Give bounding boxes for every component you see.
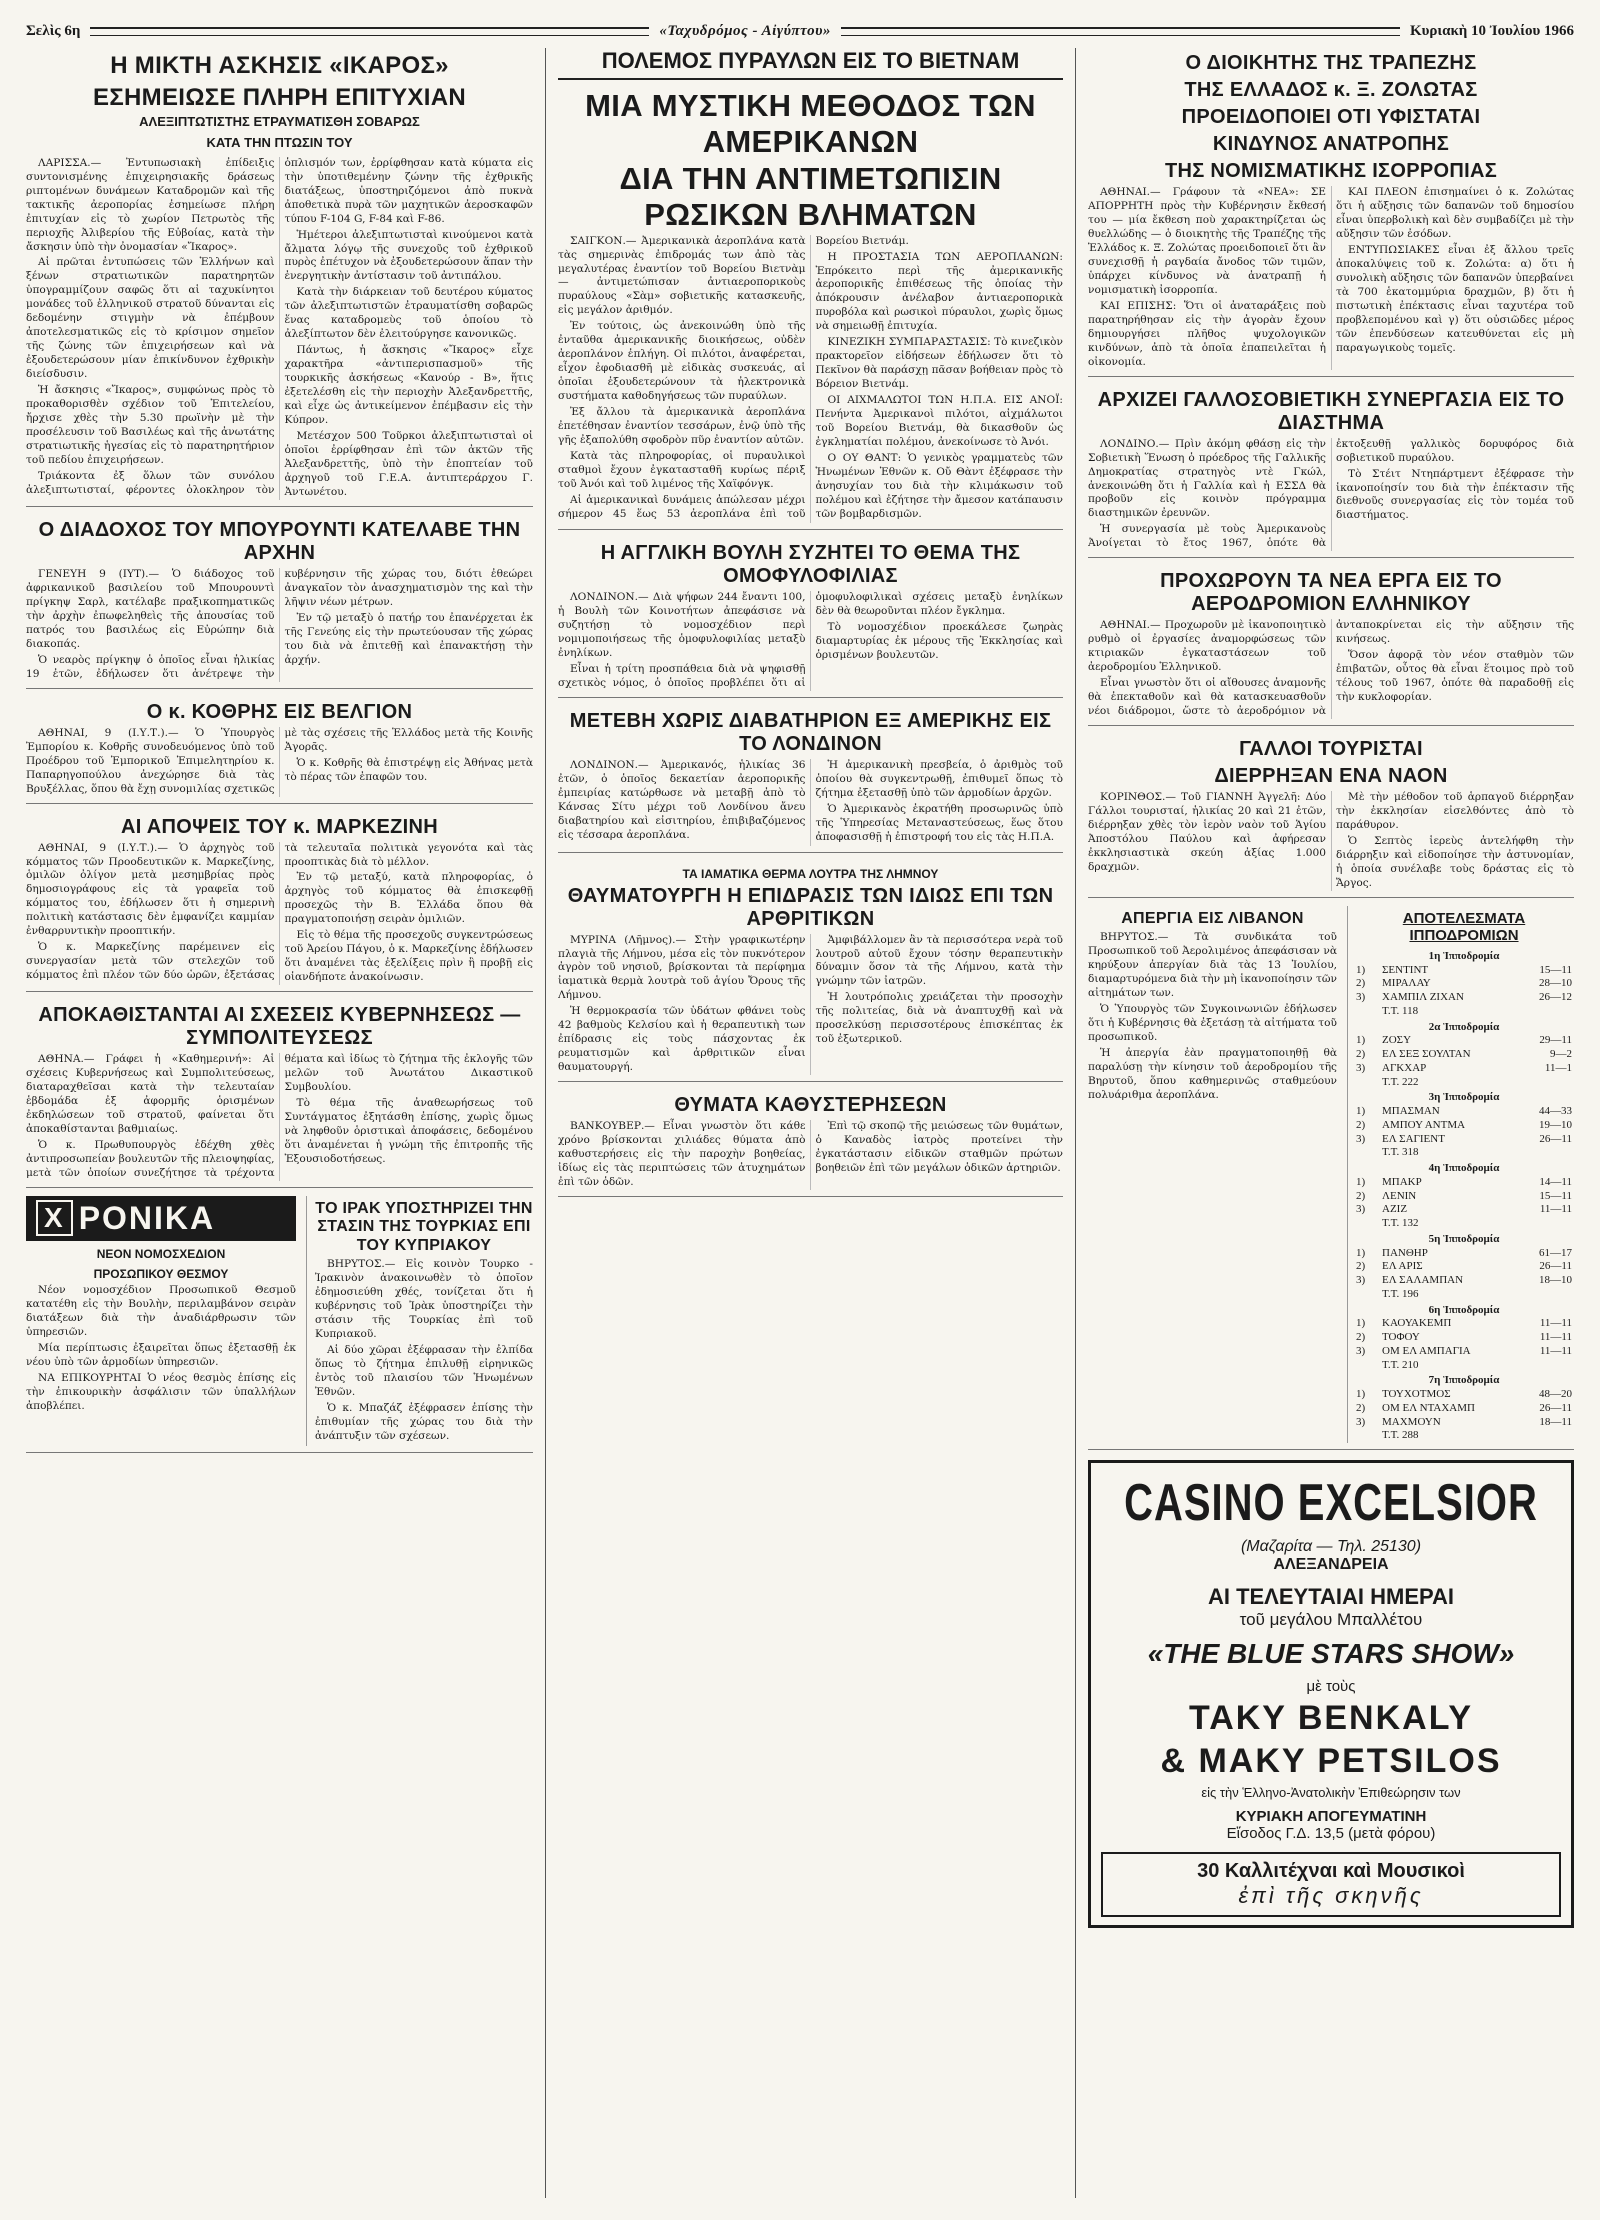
result-horse: Τ.Τ. 196 — [1382, 1287, 1419, 1300]
paragraph: ΛΟΝΔΙΝΟΝ.— Ἀμερικανός, ἡλικίας 36 ἐτῶν, ὁ ὁποῖος δεκαετίαν ἀεροπορικῆς ἐμπειρίας κατώρθωσε νὰ μεταβῇ ἀπὸ τὸ Κάνσας Σίτυ μέχρι τοῦ Λονδίνου ἄνευ διαβατηρίου καὶ εἰσιτηρίου, ἐπιβιβαζόμενος εἰς τέσσαρα ἀεροπλάνα. — [558, 758, 806, 841]
paragraph: ΒΗΡΥΤΟΣ.— Εἰς κοινὸν Τουρκο - Ἰρακινὸν ἀνακοινωθὲν τὸ ὁποῖον ἐδημοσιεύθη χθές, τονίζεται ὅτι ἡ κυβέρνησις τοῦ Ἰρὰκ ὑποστηρίζει τὴν στάσιν τῆς Τουρκίας ἐπὶ τοῦ Κυπριακοῦ. — [315, 1258, 533, 1340]
article-body — [26, 727, 533, 797]
paragraph: ΑΘΗΝΑΙ, 9 (Ι.Υ.Τ.).— Ὁ ἀρχηγὸς τοῦ κόμματος τῶν Προοδευτικῶν κ. Μαρκεζίνης, ὁμιλῶν ὀλίγον μετὰ μεσημβρίας πρὸς δημοσιογράφους εἰς τὰ γραφεῖα τοῦ κόμματος του, ἐδήλωσεν ὅτι ἡ σημερινὴ πολιτικὴ κατάστασις δὲν ἐμφανίζει καμμίαν ἐνθαρρυντικὴν προοπτικήν. — [26, 841, 275, 938]
race-label: 4η Ἱπποδρομία — [1428, 1162, 1500, 1175]
race-label-row — [1354, 1231, 1574, 1247]
result-odds — [1510, 1429, 1574, 1443]
result-odds — [1510, 1217, 1574, 1231]
headline: Ο κ. ΚΟΘΡΗΣ ΕΙΣ ΒΕΛΓΙΟΝ — [146, 700, 413, 723]
result-odds — [1510, 1005, 1574, 1019]
result-horse: Τ.Τ. 132 — [1382, 1217, 1419, 1230]
result-row — [1354, 1274, 1574, 1288]
result-row — [1354, 1190, 1574, 1204]
result-horse: ΜΑΧΜΟΥΝ — [1382, 1415, 1441, 1428]
headline: ΔΙΑ ΤΗΝ ΑΝΤΙΜΕΤΩΠΙΣΙΝ ΡΩΣΙΚΩΝ ΒΛΗΜΑΤΩΝ — [619, 161, 1002, 232]
article-space-cooperation — [1088, 385, 1574, 559]
paragraph: Μετέσχον 500 Τοῦρκοι ἀλεξιπτωτισταὶ οἱ ὁποῖοι ἐρρίφθησαν ἐπὶ τῶν ἀκτῶν τῆς Ἀλεξανδρεττῆς, ὑπὸ τὴν ἐποπτείαν τοῦ ἀρχηγοῦ τοῦ Γ.Ε.Α. ἀντιπτεράρχου Γ. Ἀντωνέτου. — [284, 430, 533, 498]
paragraph: ΑΘΗΝΑΙ, 9 (Ι.Υ.Τ.).— Ὁ Ὑπουργὸς Ἐμπορίου κ. Κοθρῆς συνοδευόμενος ὑπὸ τοῦ Προέδρου τοῦ Ἐμπορικοῦ Ἐπιμελητηρίου κ. Παπαρηγοπούλου ἀνεχώρησε διὰ τὰς Βρυξέλλας, ὅπου θὰ ἔχῃ συνομιλίας σχετικῶς μὲ τὰς σχέσεις τῆς Ἑλλάδος μετὰ τῆς Κοινῆς Ἀγορᾶς. — [26, 726, 533, 795]
ad-performer-2: & MAKY PETSILOS — [1160, 1742, 1502, 1781]
result-row — [1354, 1146, 1574, 1160]
race-label-row — [1354, 1019, 1574, 1035]
subheadline: ΝΕΟΝ ΝΟΜΟΣΧΕΔΙΟΝ — [96, 1246, 226, 1261]
headline: ΜΙΑ ΜΥΣΤΙΚΗ ΜΕΘΟΔΟΣ ΤΩΝ ΑΜΕΡΙΚΑΝΩΝ — [585, 88, 1036, 159]
article-body — [558, 934, 1063, 1076]
headline: ΘΑΥΜΑΤΟΥΡΓΗ Η ΕΠΙΔΡΑΣΙΣ ΤΩΝ ΙΔΙΩΣ ΕΠΙ ΤΩΝ ΑΡΘΡΙΤΙΚΩΝ — [567, 884, 1054, 930]
race-results — [1347, 906, 1574, 1443]
result-horse: ΕΛ ΣΑΓΙΕΝΤ — [1382, 1132, 1445, 1145]
result-row — [1354, 1133, 1574, 1147]
article-ikaros — [26, 48, 533, 507]
result-position: 2) — [1356, 977, 1366, 990]
result-horse: ΧΑΜΠΙΛ ΖΙΧΑΝ — [1382, 991, 1464, 1004]
paragraph: Ἐν τούτοις, ὡς ἀνεκοινώθη ὑπὸ τῆς ἐνταῦθα ἀμερικανικῆς διοικήσεως, οὐδὲν ἀεροπλάνον ἐπλήγη. Οἱ πιλότοι, ἀναφέρεται, εἶχον ἐφοδιασθῆ μὲ εἰδικὰς συσκευάς, αἱ ὁποῖαι ἐξουδετερώνουν τὰ ἠλεκτρονικὰ συστήματα καθοδηγήσεως τῶν πυραύλων. — [558, 320, 806, 403]
result-odds: 14—11 — [1539, 1175, 1572, 1188]
article-lemnos-baths — [558, 861, 1063, 1083]
paragraph: ΛΟΝΔΙΝΟ.— Πρὶν ἀκόμη φθάσῃ εἰς τὴν Σοβιετικὴ Ἕνωση ὁ πρόεδρος τῆς Γαλλικῆς Δημοκρατίας στρατηγὸς ντὲ Γκώλ, ἀνεκοινώθη ὅτι ἡ Γαλλία καὶ ἡ ΕΣΣΔ θὰ προβοῦν εἰς κοινὸν πρόγραμμα διαστημικῶν ἐρευνῶν. — [1088, 437, 1326, 520]
result-horse: Τ.Τ. 210 — [1382, 1358, 1419, 1371]
headline: Η ΜΙΚΤΗ ΑΣΚΗΣΙΣ «ΙΚΑΡΟΣ» — [110, 52, 449, 79]
ad-casino-name: CASINO EXCELSIOR — [1124, 1474, 1538, 1532]
headline: ΔΙΕΡΡΗΞΑΝ ΕΝΑ ΝΑΟΝ — [1214, 765, 1448, 788]
paragraph: Μὲ τὴν μέθοδον τοῦ ἁρπαγοῦ διέρρηξαν τὴν ἐκκλησίαν εἰσελθόντες ἀπὸ τὸ παράθυρον. — [1336, 791, 1574, 832]
article-kothris — [26, 697, 533, 804]
paragraph: Ὁ κ. Πρωθυπουργὸς ἐδέχθη χθὲς ἀντιπροσωπείαν βουλευτῶν τῆς πλειοψηφίας, μετὰ τῶν ὁποίων συνεζήτησε τὰ τρέχοντα θέματα καὶ ἰδίως τὸ ζήτημα τῆς ἐκλογῆς τῶν μελῶν τοῦ Ἀνωτάτου Δικαστικοῦ Συμβουλίου. — [26, 1053, 533, 1179]
paragraph: Τὸ θέμα τῆς ἀναθεωρήσεως τοῦ Συντάγματος ἐξητάσθη ἐπίσης, χωρὶς ὅμως νὰ ληφθοῦν ὁριστικαὶ ἀποφάσεις, δεδομένου ὅτι ἀναμένεται ἡ γνώμη τῆς ἐπιτροπῆς τῆς Ἐξουσιοδοτήσεως. — [284, 1097, 533, 1165]
result-odds: 15—11 — [1539, 963, 1572, 976]
paragraph: Πάντως, ἡ ἄσκησις «Ἴκαρος» εἶχε χαρακτῆρα «ἀντιπερισπασμοῦ» τῆς τουρκικῆς ἀσκήσεως «Κανούρ - Β», ἥτις ἐξετελέσθη εἰς τὴν περιοχὴν Ἀλεξανδρεττῆς, καὶ εἶχε ὡς ἀντικείμενον ἐπέμβασιν εἰς τὴν Κύπρον. — [284, 344, 533, 427]
result-odds: 11—11 — [1539, 1331, 1572, 1344]
headline: ΑΡΧΙΖΕΙ ΓΑΛΛΟΣΟΒΙΕΤΙΚΗ ΣΥΝΕΡΓΑΣΙΑ ΕΙΣ ΤΟ ΔΙΑΣΤΗΜΑ — [1097, 388, 1565, 434]
paragraph: ΒΗΡΥΤΟΣ.— Τὰ συνδικάτα τοῦ Προσωπικοῦ τοῦ Ἀερολιμένος ἀπεφάσισαν νὰ κηρύξουν ἀπεργίαν διὰ τὰς 13 Ἰουλίου, διαμαρτυρόμενα διὰ τὴν μὴ ἱκανοποίησιν τῶν αἰτημάτων των. — [1088, 931, 1337, 1000]
result-row — [1354, 1105, 1574, 1119]
result-row — [1354, 1416, 1574, 1430]
result-row — [1354, 1260, 1574, 1274]
headline: ΠΡΟΧΩΡΟΥΝ ΤΑ ΝΕΑ ΕΡΓΑ ΕΙΣ ΤΟ ΑΕΡΟΔΡΟΜΙΟΝ ΕΛΛΗΝΙΚΟΥ — [1160, 570, 1502, 616]
result-odds: 26—11 — [1539, 1260, 1572, 1273]
lebanon-and-results — [1088, 906, 1574, 1450]
headline: ΑΠΟΚΑΘΙΣΤΑΝΤΑΙ ΑΙ ΣΧΕΣΕΙΣ ΚΥΒΕΡΝΗΣΕΩΣ — ΣΥΜΠΟΛΙΤΕΥΣΕΩΣ — [38, 1004, 521, 1050]
article-body — [558, 1120, 1063, 1190]
article-passport — [558, 706, 1063, 853]
ad-sunday: ΚΥΡΙΑΚΗ ΑΠΟΓΕΥΜΑΤΙΝΗ — [1235, 1808, 1427, 1826]
result-position: 3) — [1356, 1415, 1366, 1428]
masthead — [26, 14, 1574, 48]
result-position: 1) — [1356, 1034, 1366, 1047]
result-position: 1) — [1356, 1175, 1366, 1188]
result-odds: 19—10 — [1539, 1118, 1572, 1131]
result-position: 2) — [1356, 1048, 1366, 1061]
casino-advertisement — [1088, 1460, 1574, 1928]
result-row — [1354, 1429, 1574, 1443]
paragraph: Ὁ Ἀμερικανὸς ἐκρατήθη προσωρινῶς ὑπὸ τῆς Ὑπηρεσίας Μεταναστεύσεως, ἕως ὅτου ἀποφασισθῇ ἡ ἐπιστροφή του εἰς τὰς Η.Π.Α. — [815, 802, 1063, 843]
paragraph: ΚΑΙ ΕΠΙΣΗΣ: Ὅτι οἱ ἀναταράξεις ποὺ παρατηρήθησαν εἰς τὴν ἀγορὰν ἔχουν δημιουργήσει πλῆθος ψυχολογικῶν κινδύνων, ἀπὸ τὰ ὁποῖα ἐπαπειλεῖται ἡ οἰκονομία. — [1088, 299, 1326, 368]
paragraph: Ὁ κ. Μαρκεζίνης παρέμεινεν εἰς συνεργασίαν μετὰ τῶν στελεχῶν τοῦ κόμματος ἐπὶ πλέον τῶν δύο ὡρῶν, ἐξετάσας τὰ τελευταῖα πολιτικὰ γεγονότα καὶ τὰς προοπτικὰς διὰ τὸ μέλλον. — [26, 841, 533, 982]
article-homosexuality-bill — [558, 538, 1063, 698]
result-row — [1354, 1203, 1574, 1217]
left-column — [26, 48, 546, 2198]
result-horse: ΠΑΝΘΗΡ — [1382, 1246, 1428, 1259]
result-position: 2) — [1356, 1331, 1366, 1344]
headline: ΠΡΟΕΙΔΟΠΟΙΕΙ ΟΤΙ ΥΦΙΣΤΑΤΑΙ — [1181, 106, 1481, 128]
article-body — [1088, 619, 1574, 719]
paragraph: Ἡμέτεροι ἀλεξιπτωτισταὶ κινούμενοι κατὰ ἄλματα λόγῳ τῆς συνεχοῦς τοῦ ἐχθρικοῦ πυρὸς ἐπέτυχον νὰ ἐξουδετερώσουν ἅπαν τὴν ἐνεργητικὴν ἀντίστασιν τοῦ ἀντιπάλου. — [284, 228, 533, 283]
result-odds: 18—11 — [1539, 1415, 1572, 1428]
result-horse: ΟΜ ΕΛ ΝΤΑΧΑΜΠ — [1382, 1401, 1475, 1414]
paragraph: Ἡ ἀμερικανικὴ πρεσβεία, ὁ ἀριθμὸς τοῦ ὁποίου θὰ συγκεντρωθῇ, ἐπιθυμεῖ ὅπως τὸ ζήτημα ἐξετασθῇ ὑπὸ τῶν ἁρμοδίων ἀρχῶν. — [815, 758, 1063, 799]
result-position: 3) — [1356, 1203, 1366, 1216]
result-row — [1354, 1034, 1574, 1048]
result-position: 1) — [1356, 963, 1366, 976]
article-body — [26, 568, 533, 682]
result-row — [1354, 964, 1574, 978]
paragraph: Ἡ ἄσκησις «Ἴκαρος», συμφώνως πρὸς τὸ προκαθορισθὲν σχέδιον τοῦ Ἐπιτελείου, ἤρχισε χθὲς τὴν 5.30 πρωϊνὴν μὲ τὴν προσέλευσιν τοῦ Βασιλέως καὶ τῆς ἀνωτάτης στρατιωτικῆς ἡγεσίας εἰς τὸ παρατηρητήριον τοῦ πεδίου ἐπιχειρήσεων. — [26, 384, 275, 467]
chronika-logo-text: ΡΟΝΙΚΑ — [78, 1199, 216, 1236]
ad-artists: 30 Καλλιτέχναι καὶ Μουσικοὶ — [1197, 1860, 1465, 1883]
result-horse: ΖΟΣΥ — [1382, 1034, 1412, 1047]
result-horse: ΕΛ ΑΡΙΣ — [1382, 1260, 1423, 1273]
headline: ΤΗΣ ΕΛΛΑΔΟΣ κ. Ξ. ΖΟΛΩΤΑΣ — [1184, 79, 1478, 101]
paragraph: Εἶναι γνωστὸν ὅτι οἱ αἴθουσες ἀναμονῆς θὰ ἐπεκταθοῦν καὶ θὰ κατασκευασθοῦν νέοι διάδρομοι, ὥστε τὸ ἀεροδρόμιον νὰ ἀνταποκρίνεται εἰς τὴν αὔξησιν τῆς κινήσεως. — [1088, 619, 1574, 718]
article-iraq — [306, 1196, 533, 1446]
result-horse: ΤΟΥΧΟΤΜΟΣ — [1382, 1388, 1451, 1401]
article-bourguiba — [26, 515, 533, 689]
paragraph: Αἱ ἀμερικανικαὶ δυνάμεις ἀπώλεσαν μέχρι σήμερον 45 ἕως 53 ἀεροπλάνα ἐπὶ τοῦ Βορείου Βιετνάμ. — [558, 234, 909, 520]
paragraph: ΑΘΗΝΑΙ.— Προχωροῦν μὲ ἱκανοποιητικὸ ρυθμὸ οἱ ἐργασίες ἀναμορφώσεως τῶν κτιριακῶν ἐγκαταστάσεων τοῦ ἀεροδρομίου Ἑλληνικοῦ. — [1088, 619, 1326, 674]
result-horse: Τ.Τ. 288 — [1382, 1429, 1419, 1442]
result-position: 3) — [1356, 1132, 1366, 1145]
article-body — [26, 1053, 533, 1181]
paragraph: ΟΙ ΑΙΧΜΑΛΩΤΟΙ ΤΩΝ Η.Π.Α. ΕΙΣ ΑΝΟΪ: Πενήντα Ἀμερικανοὶ πιλότοι, αἰχμάλωτοι τοῦ Βορείου Βιετνάμ, θὰ δικασθοῦν ὡς ἐγκληματίαι πολέμου, ἀνεκοίνωσε τὸ Ἀνόι. — [815, 394, 1063, 449]
result-horse: Τ.Τ. 318 — [1382, 1146, 1419, 1159]
result-horse: ΟΜ ΕΛ ΑΜΠΑΓΙΑ — [1382, 1344, 1471, 1357]
result-odds — [1510, 1146, 1574, 1160]
paragraph: Αἱ πρῶται ἐντυπώσεις τῶν Ἑλλήνων καὶ ξένων στρατιωτικῶν παρατηρητῶν ὑπογραμμίζουν σαφῶς ὅτι αἱ ταχυκίνητοι μονάδες τοῦ ἑλληνικοῦ στρατοῦ δύνανται εἰς δεδομένην στιγμὴν νὰ ἐπέμβουν ἀποτελεσματικῶς εἰς τὸ κρίσιμον σημεῖον τῆς ζώνης τῶν ἐπιχειρήσεων καὶ νὰ ἐξουδετερώσουν μίαν ἐπικίνδυνον ἐχθρικὴν διείσδυσιν. — [26, 256, 275, 381]
headline: ΓΑΛΛΟΙ ΤΟΥΡΙΣΤΑΙ — [1239, 738, 1423, 761]
chronika-section — [26, 1196, 533, 1453]
result-position: 1) — [1356, 1105, 1366, 1118]
result-row — [1354, 1005, 1574, 1019]
result-position: 3) — [1356, 1061, 1366, 1074]
result-horse: ΑΓΚΧΑΡ — [1382, 1061, 1427, 1074]
headline: ΚΙΝΔΥΝΟΣ ΑΝΑΤΡΟΠΗΣ — [1212, 133, 1450, 155]
headline: ΑΙ ΑΠΟΨΕΙΣ ΤΟΥ κ. ΜΑΡΚΕΖΙΝΗ — [121, 815, 438, 838]
ad-line-ballet: τοῦ μεγάλου Μπαλλέτου — [1239, 1610, 1423, 1630]
paragraph: Κατὰ τὴν διάρκειαν τοῦ δευτέρου κύματος τῶν ἀλεξιπτωτιστῶν ἐτραυματίσθη σοβαρῶς ἕνας καταδρομεὺς τοῦ ὁποίου τὸ ἀλεξίπτωτον δὲν ἐλειτούργησε κανονικῶς. — [284, 286, 533, 341]
paragraph: Ὁ Σεπτὸς ἱερεὺς ἀντελήφθη τὴν διάρρηξιν καὶ εἰδοποίησε τὴν ἀστυνομίαν, ἡ ὁποία συνέλαβε τοὺς δράστας εἰς τὸ Ἄργος. — [1336, 835, 1574, 889]
race-label-row — [1354, 1160, 1574, 1176]
page-number: Σελὶς 6η — [26, 22, 81, 39]
result-row — [1354, 977, 1574, 991]
article-vietnam — [558, 86, 1063, 530]
result-position: 1) — [1356, 1246, 1366, 1259]
headline: Ο ΔΙΑΔΟΧΟΣ ΤΟΥ ΜΠΟΥΡΟΥΝΤΙ ΚΑΤΕΛΑΒΕ ΤΗΝ ΑΡΧΗΝ — [38, 518, 521, 564]
paragraph: Τὸ νομοσχέδιον προεκάλεσε ζωηρὰς διαμαρτυρίας ἐκ μέρους τῆς Ἐκκλησίας καὶ ὁρισμένων βουλευτῶν. — [815, 620, 1063, 661]
race-label: 6η Ἱπποδρομία — [1428, 1303, 1500, 1316]
paragraph: Εἰς τὸ θέμα τῆς προσεχοῦς συγκεντρώσεως τοῦ Ἀρείου Πάγου, ὁ κ. Μαρκεζίνης ἐδήλωσεν ὅτι ἀναμένει τὰς ἐξελίξεις πρὶν ἢ προβῇ εἰς οἱανδήποτε ἀνακοίνωσιν. — [284, 929, 533, 984]
article-relations — [26, 1000, 533, 1188]
result-horse: Τ.Τ. 118 — [1382, 1004, 1419, 1017]
result-row — [1354, 1176, 1574, 1190]
race-label: 1η Ἱπποδρομία — [1428, 949, 1500, 962]
result-position — [1354, 1005, 1380, 1019]
race-label: 2α Ἱπποδρομία — [1428, 1020, 1500, 1033]
headline: ΤΟ ΙΡΑΚ ΥΠΟΣΤΗΡΙΖΕΙ ΤΗΝ ΣΤΑΣΙΝ ΤΗΣ ΤΟΥΡΚΙΑΣ ΕΠΙ ΤΟΥ ΚΥΠΡΙΑΚΟΥ — [315, 1199, 533, 1254]
article-body — [315, 1258, 533, 1444]
paragraph: ΚΑΙ ΠΛΕΟΝ ἐπισημαίνει ὁ κ. Ζολώτας ὅτι ἡ αὔξησις τῶν δαπανῶν τοῦ δημοσίου εἶναι ὑπερβολικὴ καὶ δὲν συμβαδίζει μὲ τὴν αὔξησιν τῶν ἐσόδων. — [1336, 186, 1574, 240]
result-row — [1354, 1119, 1574, 1133]
paragraph: ΓΕΝΕΥΗ 9 (ΙΥΤ).— Ὁ διάδοχος τοῦ ἀφρικανικοῦ βασιλείου τοῦ Μπουρουντὶ πρίγκηψ Σαρλ, κατέλαβε πραξικοπηματικῶς τὴν ἀρχὴν ἐπωφεληθεὶς τῆς ἀπουσίας τοῦ πατρός του βασιλέως εἰς Εὐρώπην διὰ διακοπάς. — [26, 567, 275, 650]
race-label: 7η Ἱπποδρομία — [1428, 1374, 1500, 1387]
article-body — [26, 842, 533, 986]
ad-boxed-note — [1101, 1852, 1561, 1917]
result-horse: ΜΠΑΚΡ — [1382, 1175, 1422, 1188]
paragraph: ΣΑΙΓΚΟΝ.— Ἀμερικανικὰ ἀεροπλάνα κατὰ τὰς σημερινὰς ἐπιδρομάς των ἀπὸ τὰς μεγαλυτέρας ἐναντίον τοῦ Βορείου Βιετνὰμ — ἀντιμετώπισαν ἀντιαεροπορικοὺς πυραύλους «Σὰμ» σοβιετικῆς κατασκευῆς, εἰς μεγάλον ἀριθμόν. — [558, 234, 806, 317]
article-body — [1088, 791, 1574, 891]
result-position — [1354, 1217, 1380, 1231]
result-position: 1) — [1356, 1317, 1366, 1330]
article-markezinis — [26, 812, 533, 993]
headline: ΜΕΤΕΒΗ ΧΩΡΙΣ ΔΙΑΒΑΤΗΡΙΟΝ ΕΞ ΑΜΕΡΙΚΗΣ ΕΙΣ ΤΟ ΛΟΝΔΙΝΟΝ — [569, 709, 1052, 755]
paragraph: ΜΥΡΙΝΑ (Λῆμνος).— Στὴν γραφικωτέρην πλαγιὰ τῆς Λήμνου, μέσα εἰς τὸν πυκνότερον ἀγρὸν τοῦ νησιοῦ, βρίσκονται τὰ περίφημα ἰαματικὰ θερμὰ λουτρὰ τοῦ ἁγίου Ὄρους τῆς Λήμνου. — [558, 933, 806, 1002]
subheadline: ΑΛΕΞΙΠΤΩΤΙΣΤΗΣ ΕΤΡΑΥΜΑΤΙΣΘΗ ΣΟΒΑΡΩΣ — [139, 114, 420, 130]
paragraph: ΑΘΗΝΑ.— Γράφει ἡ «Καθημερινή»: Αἱ σχέσεις Κυβερνήσεως καὶ Συμπολιτεύσεως, διαταραχθεῖσαι κατὰ τὴν τελευταίαν ἑβδομάδα ἐξ ἀφορμῆς ὁρισμένων ἐκδηλώσεων τοῦ στρατοῦ, φαίνεται ὅτι ἀποκαθίστανται βαθμιαίως. — [26, 1053, 275, 1136]
result-odds — [1510, 1288, 1574, 1302]
result-position: 2) — [1356, 1118, 1366, 1131]
ad-venue: εἰς τὴν Ἑλληνο-Ἀνατολικὴν Ἐπιθεώρησιν των — [1201, 1785, 1461, 1801]
chronika-left — [26, 1196, 296, 1446]
subheadline: ΚΑΤΑ ΤΗΝ ΠΤΩΣΙΝ ΤΟΥ — [206, 135, 353, 151]
paragraph: Ο ΟΥ ΘΑΝΤ: Ὁ γενικὸς γραμματεὺς τῶν Ἡνωμένων Ἐθνῶν κ. Οὔ Θὰντ ἐξέφρασε τὴν ἀνησυχίαν του διὰ τὴν κλιμάκωσιν τοῦ πολέμου καὶ ἐζήτησε τὴν ἄμεσον κατάπαυσιν τῶν βομβαρδισμῶν. — [815, 452, 1063, 520]
paragraph: ΛΑΡΙΣΣΑ.— Ἐντυπωσιακὴ ἐπίδειξις συντονισμένης ἐπιχειρησιακῆς δράσεως ριπτομένων δυνάμεων Καταδρομῶν καὶ τῆς τακτικῆς ἀεροπορίας ἐσημείωσε πλήρη ἐπιτυχίαν εἰς τὸ χωρίον Πετρωτὸς τῆς περιοχῆς Ἀλιβερίου τῆς Εὐβοίας, κατὰ τὴν ἄσκησιν ὑπὸ τὴν ὀνομασίαν «Ἴκαρος». — [26, 156, 275, 253]
article-tourists — [1088, 734, 1574, 898]
article-zolotas — [1088, 48, 1574, 377]
result-row — [1354, 991, 1574, 1005]
paragraph: Ἐν τῷ μεταξὺ ὁ πατήρ του ἐπανέρχεται ἐκ τῆς Γενεύης εἰς τὴν πρωτεύουσαν τῆς χώρας του διὰ νὰ ἐπιτεθῇ καὶ ἐπανακτήσῃ τὴν ἀρχήν. — [284, 611, 533, 666]
result-horse: ΜΙΡΑΛΑΥ — [1382, 977, 1431, 990]
result-row — [1354, 1388, 1574, 1402]
result-odds: 29—11 — [1539, 1034, 1572, 1047]
paragraph: ΚΟΡΙΝΘΟΣ.— Τοῦ ΓΙΑΝΝΗ Ἀγγελῆ: Δύο Γάλλοι τουρισταί, ἡλικίας 20 καὶ 21 ἐτῶν, διέρρηξαν χθὲς τὸν ἱερὸν ναὸν τοῦ Ἁγίου Ἀποστόλου Παύλου καὶ ἀφήρεσαν ἐκκλησιαστικὰ σκεύη ἀξίας 1.000 δραχμῶν. — [1088, 791, 1326, 873]
result-position: 3) — [1356, 1344, 1366, 1357]
paragraph: Ἡ ἀπεργία ἐὰν πραγματοποιηθῇ θὰ παραλύσῃ τὴν κίνησιν τοῦ ἀεροδρομίου τῆς Βηρυτοῦ, ὅπου καθημερινῶς σταθμεύουν πολυάριθμα ἀεροπλάνα. — [1088, 1047, 1337, 1101]
result-odds: 26—11 — [1539, 1401, 1572, 1414]
ad-with: μὲ τοὺς — [1306, 1678, 1356, 1696]
result-horse: ΚΑΟΥΑΚΕΜΠ — [1382, 1317, 1452, 1330]
result-row — [1354, 1402, 1574, 1416]
paragraph: Τριάκοντα ἐξ ὅλων τῶν συνόλου ἀλεξιπτωτισταί, φέροντες ὁλοκληρον τὸν ὁπλισμόν των, ἐρρίφθησαν κατὰ κύματα εἰς τὴν ὑποτιθεμένην ζώνην τῆς ἐχθρικῆς διατάξεως, ὑποστηριζόμενοι ἀπὸ πυκνὰ ἀποθετικὰ πυρὰ τῶν μαχητικῶν ἀεροσκαφῶν τύπου F-104 G, F-84 καὶ F-86. — [26, 156, 533, 496]
result-horse: ΕΛ ΣΕΞ ΣΟΥΛΤΑΝ — [1382, 1048, 1471, 1061]
result-position: 2) — [1356, 1189, 1366, 1202]
paragraph: ΚΙΝΕΖΙΚΗ ΣΥΜΠΑΡΑΣΤΑΣΙΣ: Τὸ κινεζικὸν πρακτορεῖον εἰδήσεων ἐδήλωσεν ὅτι τὸ Πεκῖνον θὰ παράσχῃ πᾶσαν βοήθειαν πρὸς τὸ Βόρειον Βιετνάμ. — [815, 336, 1063, 391]
chronika-logo-x: X — [36, 1200, 73, 1236]
headline: Η ΑΓΓΛΙΚΗ ΒΟΥΛΗ ΣΥΖΗΤΕΙ ΤΟ ΘΕΜΑ ΤΗΣ ΟΜΟΦΥΛΟΦΙΛΙΑΣ — [600, 541, 1021, 587]
paragraph: Ἐπὶ τῷ σκοπῷ τῆς μειώσεως τῶν θυμάτων, ὁ Καναδὸς ἰατρὸς προτείνει τὴν ἐγκατάστασιν εἰδικῶν σταθμῶν πρώτων βοηθειῶν ἐπὶ τῶν μεγάλων ὁδικῶν ἀρτηριῶν. — [815, 1120, 1063, 1175]
result-horse: ΑΖΙΖ — [1382, 1203, 1408, 1216]
paragraph: Ὅσον ἀφορᾷ τὸν νέον σταθμὸν τῶν ἐπιβατῶν, οὗτος θὰ εἶναι ἕτοιμος πρὸ τοῦ τέλους τοῦ 1967, ὁπότε θὰ παραδοθῇ εἰς τὴν κυκλοφορίαν. — [1336, 649, 1574, 704]
paragraph: Ἐξ ἄλλου τὰ ἀμερικανικὰ ἀεροπλάνα ἐπετέθησαν ἐναντίον τεσσάρων, ἐνῷ ὑπὸ τῆς γῆς ἐξαπολύθη σφοδρὸν πῦρ ἐναντίον αὐτῶν. — [558, 406, 806, 447]
result-odds — [1510, 1076, 1574, 1090]
result-horse: ΑΜΠΟΥ ΑΝΤΜΑ — [1382, 1118, 1466, 1131]
result-odds: 18—10 — [1539, 1274, 1572, 1287]
paragraph: Η ΠΡΟΣΤΑΣΙΑ ΤΩΝ ΑΕΡΟΠΛΑΝΩΝ: Ἐπρόκειτο περὶ τῆς ἀμερικανικῆς ἀεροπορικῆς ἐπιθέσεως τῆς ὁποίας τὴν ἀπόκρουσιν ἀνέλαβον ἀντιαεροπορικὰ πυροβόλα καὶ ρωσικοὶ πύραυλοι, χωρὶς ὅμως νὰ σημειωθῇ ἐπιτυχία. — [815, 250, 1063, 333]
paragraph: Ἡ λουτρόπολις χρειάζεται τὴν προσοχὴν τῆς πολιτείας, διὰ νὰ ἀναπτυχθῇ καὶ νὰ προσελκύσῃ περισσοτέρους ἐπισκέπτας ἐκ τοῦ ἐξωτερικοῦ. — [815, 991, 1063, 1046]
result-row — [1354, 1062, 1574, 1076]
result-odds: 11—1 — [1544, 1061, 1572, 1074]
paragraph: ΑΘΗΝΑΙ.— Γράφουν τὰ «ΝΕΑ»: ΣΕ ΑΠΟΡΡΗΤΗ πρὸς τὴν Κυβέρνησιν ἔκθεσή του — μία ἔκθεση ποὺ χαρακτηρίζεται ὡς θυελλώδης — ὁ διοικητὴς τῆς Τραπέζης τῆς Ἑλλάδος κ. Ξ. Ζολώτας προειδοποιεῖ ὅτι ἂν συνεχισθῇ ἡ ραγδαία ἄνοδος τῶν τιμῶν, ὑπάρχει κίνδυνος νὰ ἀνατραπῇ ἡ νομισματικὴ ἰσορροπία. — [1088, 186, 1326, 296]
paragraph: Τὸ Στέιτ Ντηπάρτμεντ ἐξέφρασε τὴν ἱκανοποίησίν του διὰ τὴν ἐπέκτασιν τῆς διεθνοῦς συνεργασίας εἰς τὸν τομέα τοῦ διαστήματος. — [1336, 467, 1574, 522]
kicker: ΤΑ ΙΑΜΑΤΙΚΑ ΘΕΡΜΑ ΛΟΥΤΡΑ ΤΗΣ ΛΗΜΝΟΥ — [682, 866, 939, 881]
headline: ΕΣΗΜΕΙΩΣΕ ΠΛΗΡΗ ΕΠΙΤΥΧΙΑΝ — [93, 83, 466, 111]
result-odds: 11—11 — [1539, 1344, 1572, 1357]
article-delay-victims — [558, 1090, 1063, 1197]
ad-on-stage: ἐπὶ τῆς σκηνῆς — [1238, 1883, 1424, 1909]
paragraph: Ὁ κ. Μπαζάζ ἐξέφρασεν ἐπίσης τὴν ἐπιθυμίαν τῆς χώρας του διὰ τὴν ἀνάπτυξιν τῶν σχέσεων. — [315, 1401, 533, 1442]
middle-column — [546, 48, 1076, 2198]
race-label: 3η Ἱπποδρομία — [1428, 1091, 1500, 1104]
result-odds: 44—33 — [1539, 1105, 1572, 1118]
result-position — [1354, 1429, 1380, 1443]
result-position — [1354, 1146, 1380, 1160]
article-body — [558, 759, 1063, 846]
article-body — [1088, 931, 1337, 1103]
paragraph: Ἡ συνεργασία μὲ τοὺς Ἀμερικανοὺς Ἀνοίγεται τὸ ἔτος 1967, ὁπότε θὰ ἐκτοξευθῇ γαλλικὸς δορυφόρος διὰ σοβιετικοῦ πυραύλου. — [1088, 437, 1574, 550]
page-columns — [26, 48, 1574, 2198]
result-odds — [1510, 1359, 1574, 1373]
ad-entry: Εἴσοδος Γ.Δ. 13,5 (μετὰ φόρου) — [1226, 1825, 1436, 1843]
result-position — [1354, 1288, 1380, 1302]
paragraph: Ὁ νεαρὸς πρίγκηψ ὁ ὁποῖος εἶναι ἡλικίας 19 ἐτῶν, ἐδήλωσεν ὅτι ἀνέτρεψε τὴν κυβέρνησιν τῆς χώρας του, διότι ἐθεώρει ἀναγκαῖον τὸν ἀνασχηματισμὸν της καὶ τὴν λῆψιν νέων μέτρων. — [26, 567, 533, 680]
right-column — [1076, 48, 1574, 2198]
result-odds: 48—20 — [1539, 1388, 1572, 1401]
headline: ΤΗΣ ΝΟΜΙΣΜΑΤΙΚΗΣ ΙΣΟΡΡΟΠΙΑΣ — [1165, 160, 1497, 182]
result-odds: 15—11 — [1539, 1189, 1572, 1202]
race-label-row — [1354, 1302, 1574, 1318]
ad-line-last-days: ΑΙ ΤΕΛΕΥΤΑΙΑΙ ΗΜΕΡΑΙ — [1207, 1584, 1455, 1610]
result-row — [1354, 1288, 1574, 1302]
race-label-row — [1354, 1089, 1574, 1105]
result-position: 3) — [1356, 991, 1366, 1004]
paragraph: ΛΟΝΔΙΝΟΝ.— Διὰ ψήφων 244 ἔναντι 100, ἡ Βουλὴ τῶν Κοινοτήτων ἀπεφάσισε νὰ συζητήσῃ τὸ νομοσχέδιον περὶ νομιμοποιήσεως τῆς ὁμοφυλοφιλίας μεταξὺ ἐνηλίκων. — [558, 590, 806, 659]
result-horse: ΤΟΦΟΥ — [1382, 1331, 1420, 1344]
result-horse: ΣΕΝΤΙΝΤ — [1382, 963, 1429, 976]
article-body — [26, 1284, 296, 1414]
article-body — [558, 591, 1063, 691]
paragraph: Ὁ Ὑπουργὸς τῶν Συγκοινωνιῶν ἐδήλωσεν ὅτι ἡ Κυβέρνησις θὰ ἐξετάσῃ τὰ αἰτήματα τοῦ προσωπικοῦ. — [1088, 1003, 1337, 1044]
result-odds: 11—11 — [1539, 1203, 1572, 1216]
paragraph: ΒΑΝΚΟΥΒΕΡ.— Εἶναι γνωστὸν ὅτι κάθε χρόνο βρίσκονται χιλιάδες θύματα ἀπὸ καθυστερήσεις εἰς τὴν παροχὴν βοηθείας, ἰδίως εἰς τὰς περιπτώσεις τῶν ἀτυχημάτων ἐπὶ τῶν ὁδῶν. — [558, 1120, 806, 1189]
results-title: ΑΠΟΤΕΛΕΣΜΑΤΑ ΙΠΠΟΔΡΟΜΙΩΝ — [1402, 909, 1526, 944]
result-row — [1354, 1345, 1574, 1359]
paragraph: Ἐν τῷ μεταξύ, κατὰ πληροφορίας, ὁ ἀρχηγὸς τοῦ κόμματος θὰ ἐπισκεφθῇ προσεχῶς τὴν Β. Ἑλλάδα ὅπου θὰ πραγματοποιήσῃ σειρὰν ὁμιλιῶν. — [284, 871, 533, 926]
race-label-row — [1354, 948, 1574, 964]
result-row — [1354, 1317, 1574, 1331]
article-body — [26, 157, 533, 500]
result-odds: 11—11 — [1539, 1317, 1572, 1330]
result-odds: 9—2 — [1550, 1048, 1572, 1061]
result-position — [1354, 1076, 1380, 1090]
ad-city: ΑΛΕΞΑΝΔΡΕΙΑ — [1273, 1556, 1389, 1574]
result-position: 3) — [1356, 1274, 1366, 1287]
ad-performer-1: TAKY BENKALY — [1188, 1699, 1474, 1738]
paragraph: Αἱ δύο χῶραι ἐξέφρασαν τὴν ἐλπίδα ὅπως τὸ ζήτημα ἐπιλυθῇ εἰρηνικῶς ἐντὸς τοῦ πλαισίου τῶν Ἡνωμένων Ἐθνῶν. — [315, 1343, 533, 1398]
article-body — [558, 235, 1063, 523]
article-lebanon — [1088, 906, 1337, 1443]
headline: ΘΥΜΑΤΑ ΚΑΘΥΣΤΕΡΗΣΕΩΝ — [674, 1094, 947, 1117]
race-label-row — [1354, 1372, 1574, 1388]
paragraph: Κατὰ τὰς πληροφορίας, οἱ πυραυλικοὶ σταθμοὶ ἔχουν ἐγκατασταθῆ κυρίως πέριξ τοῦ Ἀνόι καὶ τοῦ λιμένος τῆς Χαϊφόνγκ. — [558, 450, 806, 491]
results-table — [1354, 948, 1574, 1443]
result-position — [1354, 1359, 1380, 1373]
chronika-logo — [26, 1196, 296, 1241]
result-position: 1) — [1356, 1388, 1366, 1401]
article-body — [1088, 438, 1574, 552]
masthead-rule-right — [841, 27, 1400, 36]
result-row — [1354, 1247, 1574, 1261]
headline: Ο ΔΙΟΙΚΗΤΗΣ ΤΗΣ ΤΡΑΠΕΖΗΣ — [1185, 52, 1477, 74]
headline: ΑΠΕΡΓΙΑ ΕΙΣ ΛΙΒΑΝΟΝ — [1121, 909, 1304, 927]
paragraph: Εἶναι ἡ τρίτη προσπάθεια διὰ νὰ ψηφισθῇ σχετικὸς νόμος, ὁ ὁποῖος προβλέπει ὅτι αἱ ὁμοφυλοφιλικαὶ σχέσεις μεταξὺ ἐνηλίκων δὲν θὰ θεωροῦνται πλέον ἔγκλημα. — [558, 590, 1063, 689]
paragraph: Ἀμφιβάλλομεν ἂν τὰ περισσότερα νερὰ τοῦ λουτροῦ αὐτοῦ ἔχουν τόσην θεραπευτικὴν δύναμιν ὅσον τὰ τῆς Λήμνου, κατὰ τὴν γνώμην τῶν ἰατρῶν. — [815, 933, 1063, 988]
result-horse: ΛΕΝΙΝ — [1382, 1189, 1417, 1202]
masthead-rule-left — [90, 27, 649, 36]
result-odds: 26—11 — [1539, 1132, 1572, 1145]
paragraph: Ὁ κ. Κοθρῆς θὰ ἐπιστρέψῃ εἰς Ἀθήνας μετὰ τὸ πέρας τῶν ἐπαφῶν του. — [284, 756, 533, 783]
race-label: 5η Ἱπποδρομία — [1428, 1232, 1500, 1245]
result-horse: ΕΛ ΣΑΛΑΜΠΑΝ — [1382, 1274, 1464, 1287]
ad-show-title: «THE BLUE STARS SHOW» — [1147, 1638, 1515, 1670]
result-row — [1354, 1076, 1574, 1090]
result-row — [1354, 1217, 1574, 1231]
result-position: 2) — [1356, 1401, 1366, 1414]
result-position: 2) — [1356, 1260, 1366, 1273]
result-horse: ΜΠΑΣΜΑΝ — [1382, 1105, 1440, 1118]
result-odds: 26—12 — [1539, 991, 1572, 1004]
paragraph: Μία περίπτωσις ἐξαιρεῖται ὅπως ἐξετασθῇ ἐκ νέου ὑπὸ τῶν ἁρμοδίων ὑπηρεσιῶν. — [26, 1341, 296, 1368]
subheadline: ΠΡΟΣΩΠΙΚΟΥ ΘΕΣΜΟΥ — [93, 1266, 229, 1281]
result-row — [1354, 1048, 1574, 1062]
newspaper-name: «Ταχυδρόμος - Αἰγύπτου» — [659, 22, 831, 39]
section-ribbon: ΠΟΛΕΜΟΣ ΠΥΡΑΥΛΩΝ ΕΙΣ ΤΟ ΒΙΕΤΝΑΜ — [558, 48, 1063, 80]
paragraph: ΕΝΤΥΠΩΣΙΑΚΕΣ εἶναι ἐξ ἄλλου τρεῖς ἀποκαλύψεις τοῦ κ. Ζολώτα: α) ὅτι ἡ συνολικὴ αὔξησις τῶν δαπανῶν ὑπερβαίνει τὰ 700 ἑκατομμύρια δραχμῶν, β) ὅτι ἡ πιστωτικὴ ἐπέκτασις εἶναι ταχυτέρα τοῦ προβλεπομένου καὶ γ) ὅτι οὐσιῶδες μέρος τῶν ἐπενδύσεων κατευθύνεται εἰς μὴ παραγωγικοὺς τομεῖς. — [1336, 243, 1574, 354]
result-row — [1354, 1331, 1574, 1345]
issue-date: Κυριακὴ 10 Ἰουλίου 1966 — [1409, 22, 1574, 39]
result-horse: Τ.Τ. 222 — [1382, 1075, 1419, 1088]
results-body — [1354, 948, 1574, 1443]
ad-address: (Μαζαρίτα — Τηλ. 25130) — [1240, 1538, 1422, 1556]
paragraph: ΝΑ ΕΠΙΚΟΥΡΗΤΑΙ Ὁ νέος θεσμὸς ἐπίσης εἰς τὴν ἐπικουρικὴν ἀσφάλισιν τῶν ὑπαλλήλων ἀποβλέπει. — [26, 1371, 296, 1412]
result-odds: 61—17 — [1539, 1246, 1572, 1259]
article-body — [1088, 186, 1574, 370]
paragraph: Νέον νομοσχέδιον Προσωπικοῦ Θεσμοῦ κατατέθη εἰς τὴν Βουλὴν, περιλαμβάνον σειρὰν διατάξεων διὰ τὴν ἀναδιάρθρωσιν τῶν ὑπηρεσιῶν. — [26, 1283, 296, 1338]
article-airport — [1088, 566, 1574, 726]
paragraph: Ἡ θερμοκρασία τῶν ὑδάτων φθάνει τοὺς 42 βαθμοὺς Κελσίου καὶ ἡ θεραπευτικὴ των ἐπίδρασις εἰς τοὺς πάσχοντας ἐκ ρευματισμῶν καὶ ἀρθριτικῶν εἶναι θαυματουργή. — [558, 1005, 806, 1074]
result-row — [1354, 1359, 1574, 1373]
result-odds: 28—10 — [1539, 977, 1572, 990]
